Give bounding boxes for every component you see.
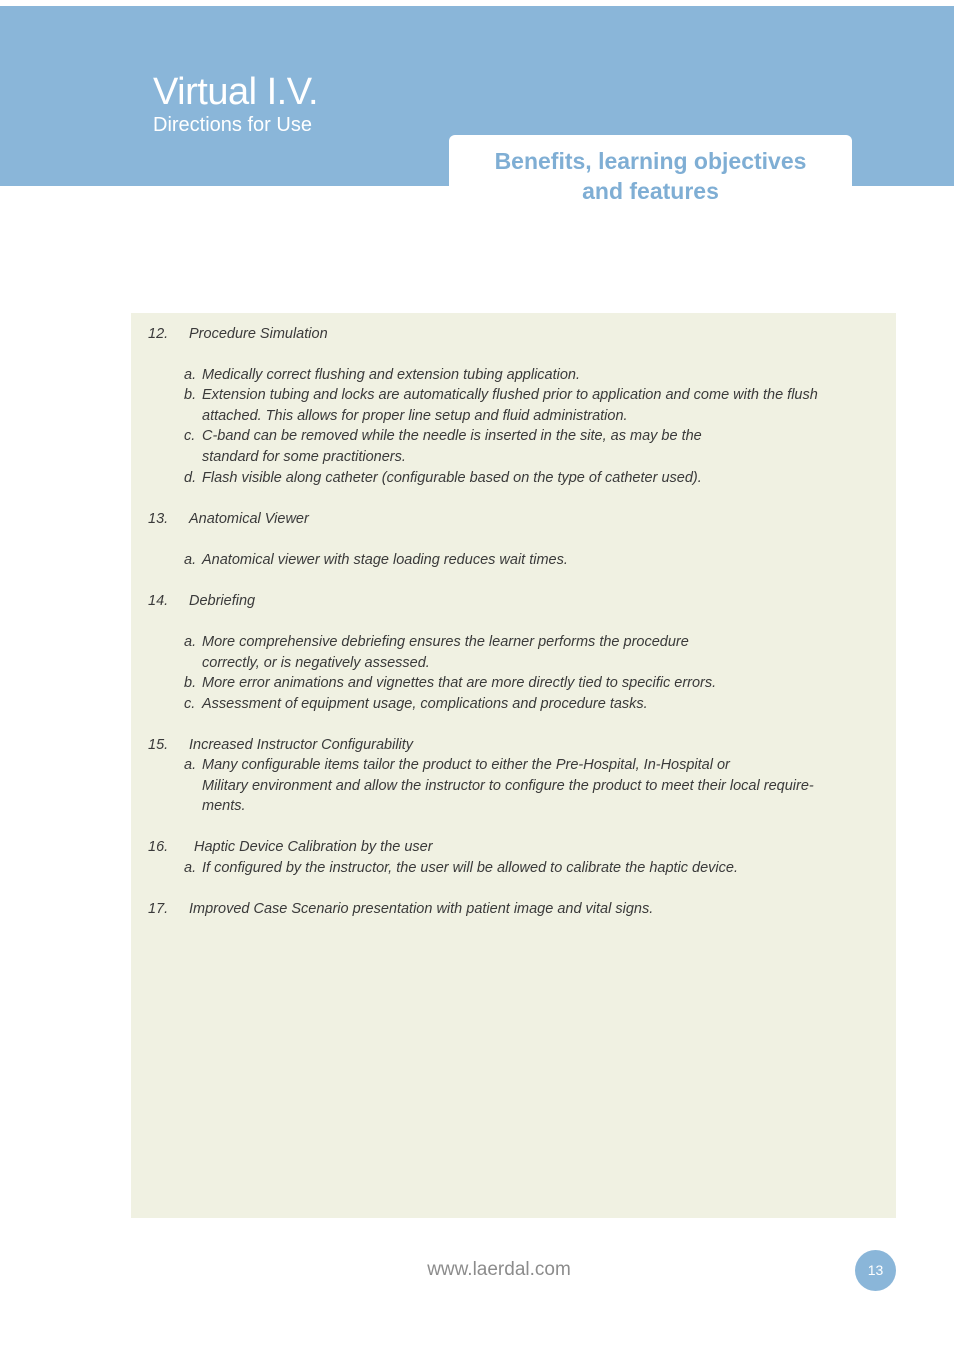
page-number-badge: 13 <box>855 1250 896 1291</box>
section-title-line1: Benefits, learning objectives <box>494 148 807 174</box>
item-label: Improved Case Scenario presentation with patient image and vital signs. <box>189 901 654 917</box>
item-label: Procedure Simulation <box>189 326 328 342</box>
item-number: 12. <box>148 326 169 342</box>
footer-url[interactable]: www.laerdal.com <box>427 1259 571 1280</box>
section-title-line2: and features <box>582 178 719 204</box>
item-number: 16. <box>148 839 169 855</box>
document-title: Virtual I.V. <box>153 71 319 113</box>
item-label: Debriefing <box>189 593 256 609</box>
item-label: Anatomical Viewer <box>189 511 309 527</box>
section-title <box>449 146 852 206</box>
item-number: 14. <box>148 593 169 609</box>
document-subtitle: Directions for Use <box>153 114 312 136</box>
item-label: Increased Instructor Configurability <box>189 737 414 753</box>
item-number: 15. <box>148 737 169 753</box>
item-number: 13. <box>148 511 169 527</box>
item-label: Haptic Device Calibration by the user <box>194 839 433 855</box>
item-number: 17. <box>148 901 169 917</box>
